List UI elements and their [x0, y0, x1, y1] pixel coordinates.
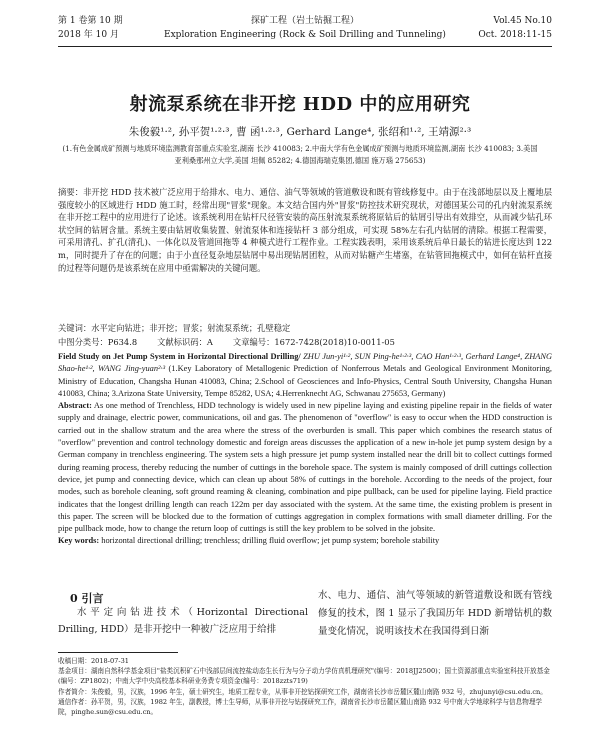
affiliations: (1.有色金属成矿预测与地质环境监测教育部重点实验室,湖南 长沙 410083; 2.中南大学有色金属成矿预测与地质环境监测,湖南 长沙 410083; 3.美国亚利桑那州立大学,美国 坦佩 85282; 4.德国海瑞克集团,德国 施万瑙 275653) — [62, 144, 538, 165]
footnote-rule — [58, 652, 178, 653]
english-abstract-block — [58, 351, 552, 548]
footnote-author: 作者简介：朱俊毅，男，汉族，1996 年生，硕士研究生，地质工程专业，从事非开挖钻探研究工作，湖南省长沙市岳麓区麓山南路 932 号，zhujunyi@csu.edu.cn。 — [58, 687, 547, 696]
keywords-en: horizontal directional drilling; trenchless; drilling fluid overflow; jet pump system; borehole stability — [101, 536, 440, 546]
abstract-en-label: Abstract: — [58, 401, 92, 411]
affiliations-en: (1.Key Laboratory of Metallogenic Prediction of Nonferrous Metals and Geological Environment Monitoring, Ministry of Education, Changsha Hunan 410083, China; 2.School of Geosciences and Info-Physics, Central South University, Changsha Hunan 410083, China; 3.Arizona State University, Tempe 85282, USA; 4.Herrenknecht AG, Schwanau 275653, Germany) — [58, 364, 553, 398]
intro-right-column: 水、电力、通信、油气等领域的新管道敷设和既有管线修复的技术，图 1 显示了我国历年 HDD 新增钻机的数量变化情况，说明该技术在我国得到日渐 — [318, 590, 552, 637]
running-header — [58, 14, 552, 50]
section-heading: 0 引言 — [70, 592, 104, 605]
classification-line — [58, 336, 552, 348]
issue-line-2: 2018 年 10 月 — [58, 30, 119, 40]
clc-number: 中图分类号：P634.8 — [58, 337, 138, 347]
abstract-en: As one method of Trenchless, HDD technology is widely used in new pipeline laying and existing pipeline repair in the fields of water supply and drainage, electric power, communications, oil and gas. The phenomenon of "overflow" is easy to occur when the HDD construction is carried out in the shallow stratum and the area where the stress of the overburden is small. This paper which combines the research status of "overflow" prevention and control technology domestic and foreign areas discusses the application of a new in-hole jet pump system design by a German company in trenchless engineering. The system sets a high pressure jet pump system installed near the drill bit to collect cuttings formed during reaming process, thereby reducing the number of cuttings in the borehole space. The system is mainly composed of drill cuttings collection device, jet pump and connecting device, which can clean up about 58% of cuttings in the borehole. According to the needs of the project, four modes, such as borehole cleaning, soft ground reaming & cleaning, combination and pipe pullback, can be used for pipeline laying. Field practice indicates that the longest drilling length can reach 122m per day associated with the system. At the same time, the existing problem is present in this paper. The screen will be blocked due to the formation of cuttings aggregation in complex formations with small diameter drilling. For the pipe pullback mode, how to change the return loop of cuttings is still the key problem to be solved in the jobsite. — [58, 401, 552, 534]
issue-line-1: 第 1 卷第 10 期 — [58, 16, 123, 26]
paper-title: 射流泵系统在非开挖 HDD 中的应用研究 — [129, 94, 471, 115]
intro-left-column: 水平定向钻进技术（Horizontal Directional Drilling, HDD）是非开挖中一种被广泛应用于给排 — [58, 607, 308, 635]
author-list: 朱俊毅¹·², 孙平贺¹·²·³, 曹 函¹·²·³, Gerhard Lange⁴, 张绍和¹·², 王靖源²·³ — [128, 126, 472, 138]
header-rule — [58, 46, 552, 47]
authors-en: ZHU Jun-yi¹·², SUN Ping-he¹·²·³, CAO Han¹·²·³, Gerhard Lange⁴, ZHANG Shao-he¹·², WANG Jing-yuan²·³ — [58, 352, 552, 374]
footnote-funding: 基金项目：湖南自然科学基金项目"盐类沉积矿石中浅部层间流控盐动态生长行为与分子动力学仿真机理研究"(编号：2018JJ2500)；国土资源部重点实验室科技开放基金(编号：ZP1802)；中南大学中央高校基本科研业务费专项资金(编号：2018zzts719) — [58, 667, 550, 686]
footnotes — [58, 656, 552, 717]
volume-line-1: Vol.45 No.10 — [493, 16, 552, 26]
journal-name-en: Exploration Engineering (Rock & Soil Drilling and Tunneling) — [164, 30, 446, 40]
footnote-corresponding: 通信作者：孙平贺，男，汉族，1982 年生，副教授，博士生导师，从事非开挖与钻探研究工作，湖南省长沙市岳麓区麓山南路 932 号中南大学地球科学与信息物理学院，pinghe.sun@csu.edu.cn。 — [58, 697, 543, 717]
abstract-cn: 摘要：非开挖 HDD 技术被广泛应用于给排水、电力、通信、油气等领域的管道敷设和既有管线修复中。由于在浅部地层以及上覆地层强度较小的区域进行 HDD 施工时，经常出现"冒浆"现象。本文结合国内外"冒浆"防控技术研究现状，对德国某公司的孔内射流泵系统在非开挖工程中的应用进行了论述。该系统利用在钻杆尺径管安装的高压射流泵系统将原钻后的钻屑引导出有效排空，从而减少钻孔环状空间的钻屑含量。系统主要由钻屑收集装置、射流泵体和连接钻杆 3 部分组成，可实现 58%左右孔内钻屑的清除。根据工程需要，可采用清孔、扩孔(清孔)、一体化以及管道回拖等 4 种模式进行工程作业。工程实践表明，采用该系统后单日最长的钻进长度达到 122 m，同时提升了存在的问题；由于小直径复杂地层钻屑中易出现钻屑团粒，从而对钻糖产生堵塞，在钻管回拖模式中，如何在钻杆直接的过程等问题仍是该系统在应用中亟需解决的关键问题。 — [58, 187, 552, 273]
article-number: 文章编号：1672-7428(2018)10-0011-05 — [232, 337, 395, 347]
volume-info — [478, 14, 552, 42]
journal-name-cn: 探矿工程（岩土钻掘工程） — [250, 16, 359, 26]
volume-line-2: Oct. 2018:11-15 — [478, 30, 552, 40]
title-en: Field Study on Jet Pump System in Horizontal Directional Drilling/ — [58, 352, 301, 361]
document-code: 文献标识码：A — [157, 337, 213, 347]
footnote-received: 收稿日期：2018-07-31 — [58, 657, 129, 665]
keywords-en-label: Key words: — [58, 536, 100, 546]
keywords-cn: 关键词：水平定向钻进；非开挖；冒浆；射流泵系统；孔壁稳定 — [58, 323, 291, 333]
